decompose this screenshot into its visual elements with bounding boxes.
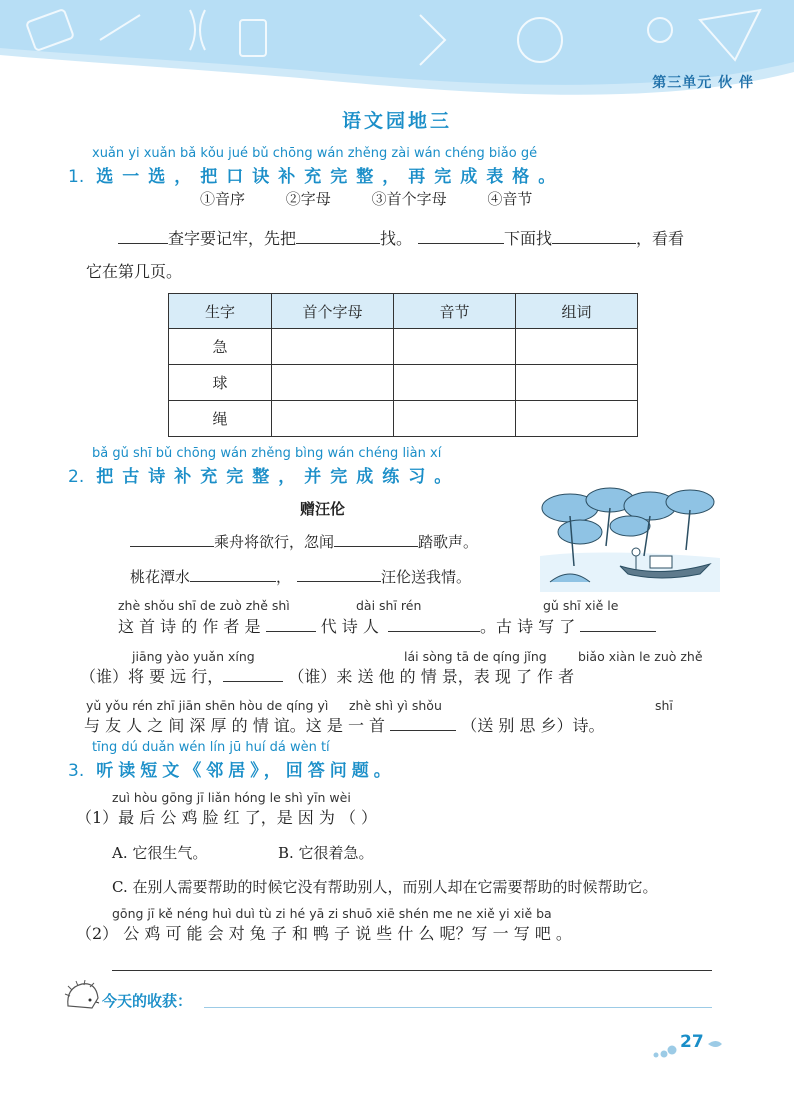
q1-heading-text: 选一选，把口诀补充完整，再完成表格。 [96,167,565,187]
option-2[interactable]: ②字母 [285,190,331,208]
answer-blank[interactable] [552,229,636,244]
table-cell-input[interactable] [516,401,638,437]
option-4[interactable]: ④音节 [487,190,533,208]
choice-c[interactable]: C. 在别人需要帮助的时候它没有帮助别人，而别人却在它需要帮助的时候帮助它。 [112,878,658,896]
answer-blank[interactable] [118,229,168,244]
q2-sentence-3 [84,713,605,736]
choice-a[interactable]: A. 它很生气。 [112,844,208,862]
q1-sentence [118,226,684,249]
unit-label: 第三单元 伙 伴 [652,75,754,91]
s3-pinyin-a: yǔ yǒu rén zhī jiān shēn hòu de qíng yì [86,698,329,713]
table-cell-input[interactable] [516,329,638,365]
answer-blank[interactable] [266,617,316,632]
q1-pinyin: xuǎn yi xuǎn bǎ kǒu jué bǔ chōng wán zhěng zài wán chéng biǎo gé [92,146,538,161]
q3-heading-text: 听读短文《邻居》，回答问题。 [96,761,396,781]
answer-blank[interactable] [418,229,504,244]
s2-pinyin-b: lái sòng tā de qíng jǐng [404,649,547,664]
s3-text-a: 与 友 人 之 间 深 厚 的 情 谊。这 是 一 首 [84,716,386,735]
q1-number: 1. [68,167,85,187]
poem-line2-end: 汪伦送我情。 [381,568,472,586]
table-cell-input[interactable] [394,365,516,401]
s1-pinyin-b: dài shī rén [356,598,422,613]
q3-pinyin: tīng dú duǎn wén lín jū huí dá wèn tí [92,740,330,755]
s2-text-b: （谁）来 送 他 的 情 景，表 现 了 作 者 [288,667,575,686]
q2-pinyin: bǎ gǔ shī bǔ chōng wán zhěng bìng wán chéng liàn xí [92,446,442,461]
answer-blank[interactable] [223,667,283,682]
table-cell-input[interactable] [394,401,516,437]
harvest-label: 今天的收获： [102,992,193,1010]
s2-text-a: （谁）将 要 远 行， [80,667,224,686]
s3-pinyin-b: zhè shì yì shǒu [349,698,442,713]
q2-number: 2. [68,467,85,487]
page-number: 27 [680,1032,704,1052]
answer-line[interactable] [112,970,712,971]
table-cell-input[interactable] [394,329,516,365]
answer-blank[interactable] [388,617,480,632]
table-header: 音节 [394,294,516,329]
poem-line-2 [130,566,471,587]
q1-sentence-line2: 它在第几页。 [86,262,183,281]
q2-heading-text: 把古诗补充完整，并完成练习。 [96,467,461,487]
s1-pinyin-a: zhè shǒu shī de zuò zhě shì [118,598,290,613]
poem-title: 赠汪伦 [300,500,346,518]
poem-line-1 [130,531,478,552]
q3-heading [68,756,396,781]
q3-sub2: （2） 公 鸡 可 能 会 对 兔 子 和 鸭 子 说 些 什 么 呢？写 一 写 吧 。 [76,924,572,943]
answer-blank[interactable] [580,617,656,632]
word-table [168,293,638,437]
harvest-line[interactable] [204,1007,712,1008]
table-cell-char: 绳 [169,401,272,437]
q2-sentence-1 [118,614,656,637]
poem-line1-mid: 乘舟将欲行，忽闻 [214,533,335,551]
answer-blank[interactable] [334,532,418,547]
option-3[interactable]: ③首个字母 [371,190,447,208]
q3-number: 3. [68,761,85,781]
poem-line1-end: 踏歌声。 [418,533,479,551]
choice-b[interactable]: B. 它很着急。 [278,844,374,862]
table-header: 组词 [516,294,638,329]
s1-text-b: 代 诗 人 [320,617,379,636]
table-cell-input[interactable] [272,365,394,401]
q3-sub1: （1）最 后 公 鸡 脸 红 了，是 因 为 （ ） [76,808,378,827]
table-cell-char: 球 [169,365,272,401]
q2-heading [68,462,460,487]
table-row [169,329,638,365]
q1-sentence-part1: 查字要记牢，先把 [168,229,297,248]
s1-text-c: 。古 诗 写 了 [480,617,576,636]
s2-pinyin-c: biǎo xiàn le zuò zhě [578,649,703,664]
answer-blank[interactable] [296,229,380,244]
answer-blank[interactable] [390,716,456,731]
s1-pinyin-c: gǔ shī xiě le [543,598,619,613]
q1-options [200,188,568,209]
s2-pinyin-a: jiāng yào yuǎn xíng [132,649,255,664]
q3-sub2-pinyin: gōng jī kě néng huì duì tù zi hé yā zi shuō xiē shén me ne xiě yi xiě ba [112,906,552,921]
table-cell-char: 急 [169,329,272,365]
table-row [169,365,638,401]
table-header: 生字 [169,294,272,329]
answer-blank[interactable] [130,532,214,547]
table-header: 首个字母 [272,294,394,329]
answer-blank[interactable] [190,567,276,582]
q3-sub1-pinyin: zuì hòu gōng jī liǎn hóng le shì yīn wèi [112,790,351,805]
poem-line2-start: 桃花潭水 [130,568,191,586]
poem-illustration [540,486,720,592]
s1-text-a: 这 首 诗 的 作 者 是 [118,617,261,636]
s3-pinyin-c: shī [655,698,673,713]
s3-text-b: （送 别 思 乡）诗。 [461,716,605,735]
hedgehog-icon [64,980,100,1014]
table-cell-input[interactable] [272,329,394,365]
answer-blank[interactable] [297,567,381,582]
table-row [169,401,638,437]
page-title: 语文园地三 [341,110,452,132]
q1-sentence-part2: 找。 [380,229,413,248]
table-cell-input[interactable] [272,401,394,437]
q1-sentence-part4: ，看看 [636,229,685,248]
q1-sentence-part3: 下面找 [504,229,553,248]
q1-heading [68,162,564,187]
poem-line2-mid: ， [276,568,292,586]
table-cell-input[interactable] [516,365,638,401]
q2-sentence-2 [80,664,574,687]
option-1[interactable]: ①音序 [200,190,246,208]
